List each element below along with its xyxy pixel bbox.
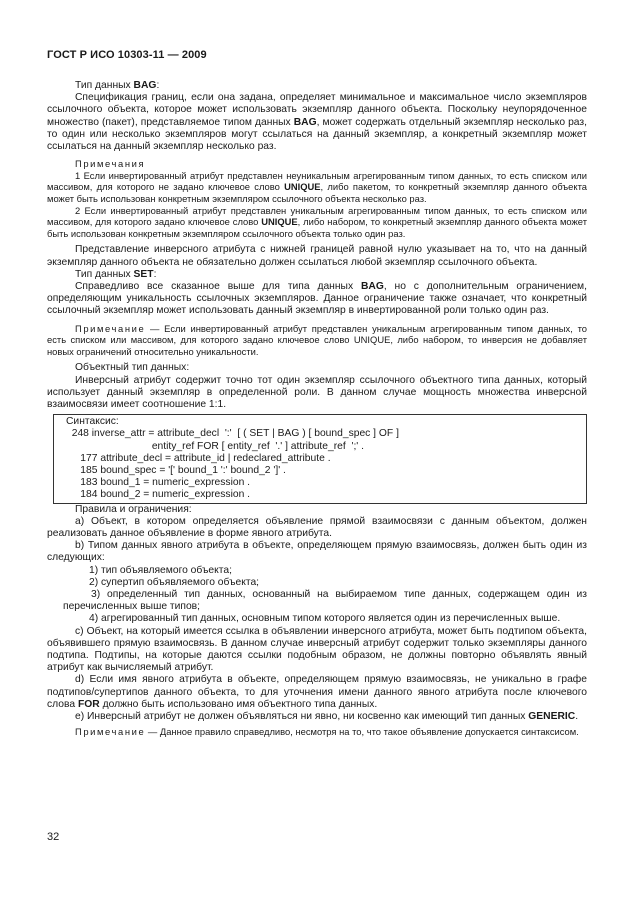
syntax-line: entity_ref FOR [ entity_ref '.' ] attribute_ref ';' . [66, 440, 364, 452]
bag-heading-suffix: : [156, 80, 160, 91]
syntax-line: 183 bound_1 = numeric_expression . [66, 477, 251, 489]
set-heading [47, 269, 587, 281]
set-heading-suffix: : [153, 268, 157, 280]
rule-a: a) Объект, в котором определяется объявление прямой взаимосвязи с данным объектом, должен реализовать данное объявление в форме явного атрибута. [47, 515, 587, 540]
object-type-paragraph: Инверсный атрибут содержит точно тот один экземпляр ссылочного объектного типа данных, который использует данный экземпляр в определенной роли. В данном случае мощность множества инверсной взаимосвязи имеет соотношение 1:1. [47, 374, 587, 410]
rules-note-text: — Данное правило справедливо, несмотря на то, что такое объявление допускается синтаксисом. [145, 726, 579, 738]
set-keyword: SET [133, 268, 154, 280]
object-type-heading: Объектный тип данных: [75, 362, 190, 374]
set-note-label: Примечание [75, 322, 146, 334]
standard-header: ГОСТ Р ИСО 10303-11 — 2009 [47, 49, 207, 61]
inverse-zero-paragraph: Представление инверсного атрибута с нижней границей равной нулю указывает на то, что на данный экземпляр данного объекта не обязательно должен ссылаться любой экземпляр ссылочного объекта. [47, 244, 587, 268]
syntax-line: 248 inverse_attr = attribute_decl ':' [ ( SET | BAG ) [ bound_spec ] OF ] [66, 428, 399, 440]
syntax-line: 185 bound_spec = '[' bound_1 ':' bound_2 ']' . [66, 465, 286, 476]
rules-note-label: Примечание [75, 726, 146, 738]
bag-heading-prefix: Тип данных [75, 80, 134, 91]
rule-c: c) Объект, на который имеется ссылка в объявлении инверсного атрибута, может быть подтипом объекта, объявившего прямую взаимосвязь. В данном случае инверсный атрибут содержит только экземпляры данного подтипа. Подтипы, на которые даются ссылки подобным образом, не должны повторно объявлять явный атрибут как вычисляемый атрибут. [47, 625, 587, 674]
set-heading-prefix: Тип данных [75, 268, 134, 280]
rule-b-item-1: 1) тип объявляемого объекта; [89, 564, 232, 576]
bag-note-2: 2 Если инвертированный атрибут представлен уникальным агрегированным типом данных, то есть списком или массивом, для которого задано ключевое слово UNIQUE, либо набором, то конкретный экземпляр данного объекта может быть использован конкретным экземпляром ссылочного объекта только один раз. [47, 204, 587, 239]
bag-heading [47, 80, 587, 92]
rules-note [47, 726, 587, 738]
rule-d: d) Если имя явного атрибута в объекте, определяющем прямую взаимосвязь, не уникально в графе подтипов/супертипов данного объекта, то для уточнения имени данного явного атрибута после ключевого слова FOR должно быть использовано имя объектного типа данных. [47, 674, 587, 710]
syntax-box [53, 414, 587, 503]
syntax-title: Синтаксис: [66, 416, 119, 428]
page-body [47, 80, 587, 738]
rule-b-item-2: 2) супертип объявляемого объекта; [89, 576, 260, 588]
page-number: 32 [47, 831, 60, 843]
rule-b-item-4: 4) агрегированный тип данных, основным типом которого является один из перечисленных выше. [89, 613, 561, 625]
syntax-line: 177 attribute_decl = attribute_id | redeclared_attribute . [66, 452, 331, 464]
syntax-line: 184 bound_2 = numeric_expression . [66, 489, 251, 501]
rule-e: e) Инверсный атрибут не должен объявляться ни явно, ни косвенно как имеющий тип данных GENERIC. [75, 711, 579, 723]
rules-heading: Правила и ограничения: [75, 503, 192, 515]
rule-b-item-3: 3) определенный тип данных, основанный на выбираемом типе данных, содержащем один из перечисленных выше типов; [63, 589, 587, 613]
rule-b: b) Типом данных явного атрибута в объекте, определяющем прямую взаимосвязь, должен быть один из следующих: [47, 540, 587, 564]
set-paragraph: Справедливо все сказанное выше для типа данных BAG, но с дополнительным ограничением, определяющим уникальность ссылочных экземпляров. Данное ограничение также означает, что конкретный ссылочный экземпляр может использовать данный экземпляр в инвертированной роли только один раз. [47, 280, 587, 317]
bag-keyword: BAG [133, 80, 157, 91]
bag-note-1: 1 Если инвертированный атрибут представлен неуникальным агрегированным типом данных, то есть списком или массивом, для которого не задано ключевое слово UNIQUE, либо пакетом, то конкретный экземпляр данного объекта может быть использован конкретным экземпляром ссылочного объекта несколько раз. [47, 169, 587, 204]
bag-paragraph: Спецификация границ, если она задана, определяет минимальное и максимальное число экземпляров ссылочного объекта, которое может использовать экземпляр данного объекта. Поскольку неупорядоченное множество (пакет), представляемое типом данных BAG, может содержать отдельный экземпляр несколько раз, то один или несколько экземпляров могут ссылаться на данный экземпляр, а конкретный экземпляр может ссылаться на данный экземпляр несколько раз. [47, 92, 588, 153]
set-note [47, 323, 587, 358]
set-note-text: — Если инвертированный атрибут представлен уникальным агрегированным типом данных, то есть списком или массивом, для которого задано ключевое слово UNIQUE, либо набором, то инверсия не добавляет новых ограничений относительно уникальности. [47, 322, 587, 357]
bag-notes-title: Примечания [75, 158, 146, 170]
